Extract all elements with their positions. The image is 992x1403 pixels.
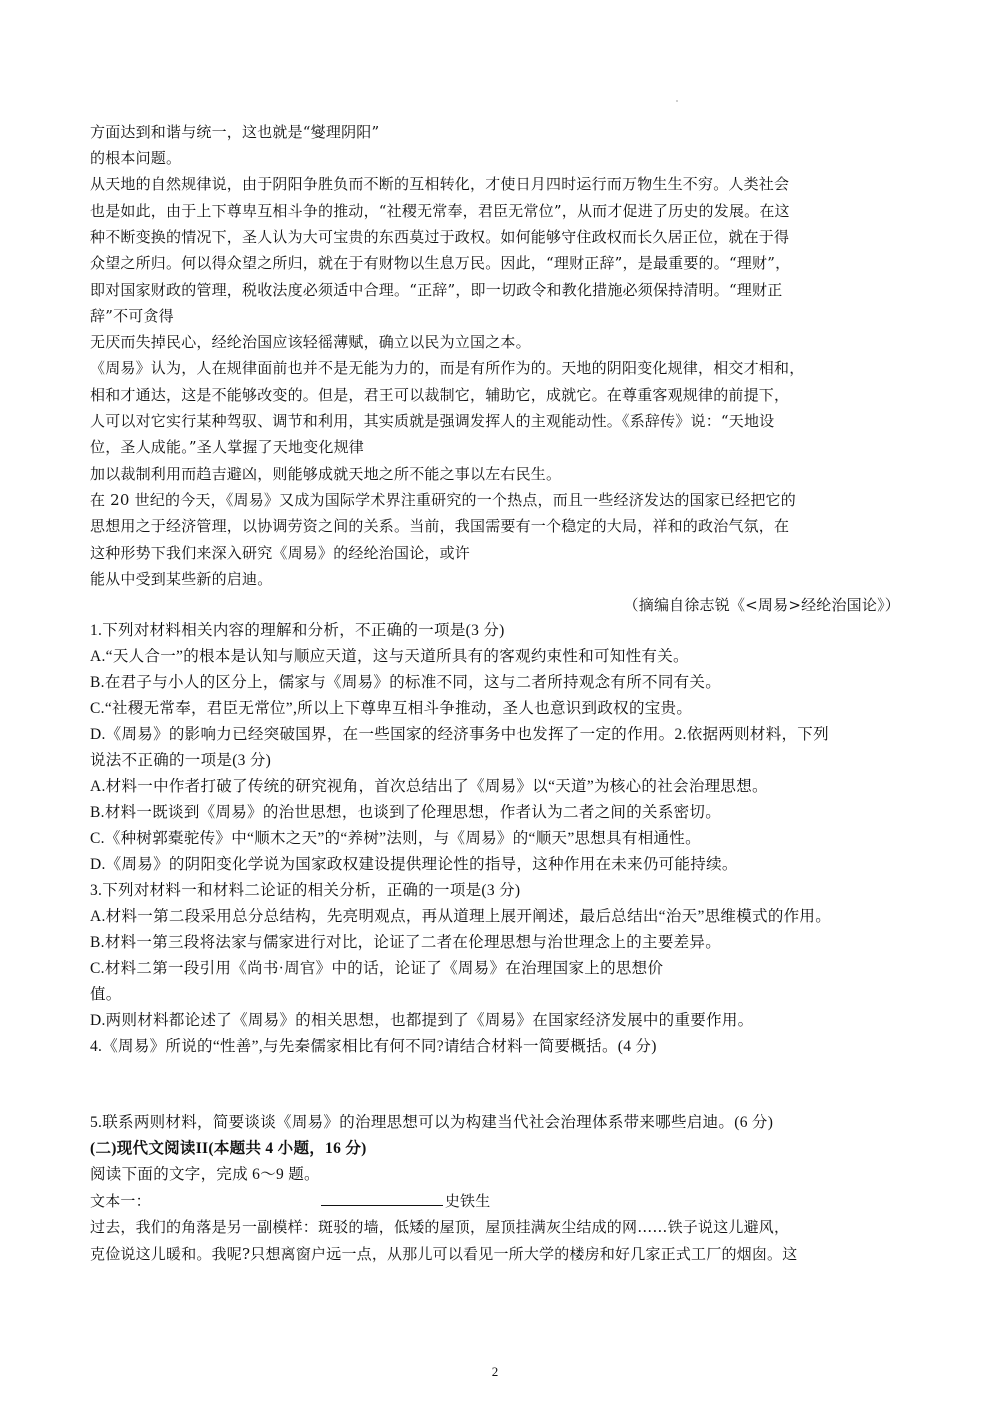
text-line: 思想用之于经济管理，以协调劳资之间的关系。当前，我国需要有一个稳定的大局，祥和的政治气氛，在 — [90, 517, 790, 535]
text-line: 过去，我们的角落是另一副模样：斑驳的墙，低矮的屋顶，屋顶挂满灰尘结成的网……铁子说这儿避风， — [90, 1218, 790, 1236]
text-line: 从天地的自然规律说，由于阴阳争胜负而不断的互相转化，才使日月四时运行而万物生生不穷。人类社会 — [90, 175, 790, 193]
question-line: 说法不正确的一项是(3 分) — [90, 752, 272, 769]
question-line: D.两则材料都论述了《周易》的相关思想，也都提到了《周易》在国家经济发展中的重要作用。 — [90, 1012, 754, 1029]
question-line: A.材料一第二段采用总分总结构，先亮明观点，再从道理上展开阐述，最后总结出“治天”思维模式的作用。 — [90, 908, 832, 925]
question-line: 3.下列对材料一和材料二论证的相关分析，正确的一项是(3 分) — [90, 882, 521, 899]
text-line: 众望之所归。何以得众望之所归，就在于有财物以生息万民。因此，“理财正辞”，是最重要的。“理财”， — [90, 254, 791, 272]
text-title-line — [90, 1190, 902, 1212]
text-label: 文本一： — [90, 1192, 151, 1210]
text-line: 克俭说这儿暖和。我呢?只想离窗户远一点，从那儿可以看见一所大学的楼房和好几家正式工厂的烟囱。这 — [90, 1245, 798, 1263]
source-citation: （摘编自徐志锐《<周易>经纶治国论》） — [623, 596, 900, 614]
title-blank — [321, 1191, 443, 1206]
text-line: 的根本问题。 — [90, 149, 182, 167]
question-line: B.材料一既谈到《周易》的治世思想，也谈到了伦理思想，作者认为二者之间的关系密切。 — [90, 804, 722, 821]
question-line: B.材料一第三段将法家与儒家进行对比，论证了二者在伦理思想与治世理念上的主要差异。 — [90, 934, 722, 951]
page-number: 2 — [491, 1364, 499, 1379]
text-line: 人可以对它实行某种驾驭、调节和利用，其实质就是强调发挥人的主观能动性。《系辞传》说：“天地设 — [90, 412, 775, 430]
question-line: C.“社稷无常奉，君臣无常位”,所以上下尊卑互相斗争推动，圣人也意识到政权的宝贵。 — [90, 700, 693, 717]
question-line: A.“天人合一”的根本是认知与顺应天道，这与天道所具有的客观约束性和可知性有关。 — [90, 648, 689, 665]
text-line: 相和才通达，这是不能够改变的。但是，君王可以裁制它，辅助它，成就它。在尊重客观规律的前提下， — [90, 386, 790, 404]
text-line: 无厌而失掉民心，经纶治国应该轻徭薄赋，确立以民为立国之本。 — [90, 333, 531, 351]
question-line: 4.《周易》所说的“性善”,与先秦儒家相比有何不同?请结合材料一简要概括。(4 分) — [90, 1038, 657, 1055]
text-line: 能从中受到某些新的启迪。 — [90, 570, 273, 588]
text-line: 位，圣人成能。”圣人掌握了天地变化规律 — [90, 438, 364, 456]
instruction-line: 阅读下面的文字，完成 6～9 题。 — [90, 1166, 320, 1183]
question-line: 值。 — [90, 986, 122, 1003]
question-line: 5.联系两则材料，简要谈谈《周易》的治理思想可以为构建当代社会治理体系带来哪些启迪。(6 分) — [90, 1114, 774, 1131]
text-line: 在 20 世纪的今天，《周易》又成为国际学术界注重研究的一个热点，而且一些经济发达的国家已经把它的 — [90, 491, 796, 509]
text-line: 也是如此，由于上下尊卑互相斗争的推动，“社稷无常奉，君臣无常位”，从而才促进了历史的发展。在这 — [90, 202, 790, 220]
question-line: C.材料二第一段引用《尚书·周官》中的话，论证了《周易》在治理国家上的思想价 — [90, 960, 664, 977]
text-line: 《周易》认为，人在规律面前也并不是无能为力的，而是有所作为的。天地的阴阳变化规律，相交才相和， — [90, 359, 805, 377]
question-line: D.《周易》的阴阳变化学说为国家政权建设提供理论性的指导，这种作用在未来仍可能持续。 — [90, 856, 738, 873]
question-line: A.材料一中作者打破了传统的研究视角，首次总结出了《周易》以“天道”为核心的社会治理思想。 — [90, 778, 768, 795]
text-line: 种不断变换的情况下，圣人认为大可宝贵的东西莫过于政权。如何能够守住政权而长久居正位，就在于得 — [90, 228, 790, 246]
text-line: 方面达到和谐与统一，这也就是“燮理阴阳” — [90, 123, 380, 141]
question-line: C.《种树郭橐驼传》中“顺木之天”的“养树”法则，与《周易》的“顺天”思想具有相通性。 — [90, 830, 701, 847]
section-heading: (二)现代文阅读II(本题共 4 小题，16 分) — [90, 1140, 367, 1157]
text-line: 这种形势下我们来深入研究《周易》的经纶治国论，或许 — [90, 544, 471, 562]
question-line: 1.下列对材料相关内容的理解和分析，不正确的一项是(3 分) — [90, 622, 505, 639]
text-line: 辞”不可贪得 — [90, 307, 174, 325]
author-name: 史铁生 — [444, 1192, 491, 1210]
question-line: D.《周易》的影响力已经突破国界，在一些国家的经济事务中也发挥了一定的作用。2.依据两则材料，下列 — [90, 726, 829, 743]
text-line: 即对国家财政的管理，税收法度必须适中合理。“正辞”，即一切政令和教化措施必须保持清明。“理财正 — [90, 281, 783, 299]
question-line: B.在君子与小人的区分上，儒家与《周易》的标准不同，这与二者所持观念有所不同有关。 — [90, 674, 722, 691]
scan-speck — [676, 100, 678, 102]
text-line: 加以裁制利用而趋吉避凶，则能够成就天地之所不能之事以左右民生。 — [90, 465, 562, 483]
